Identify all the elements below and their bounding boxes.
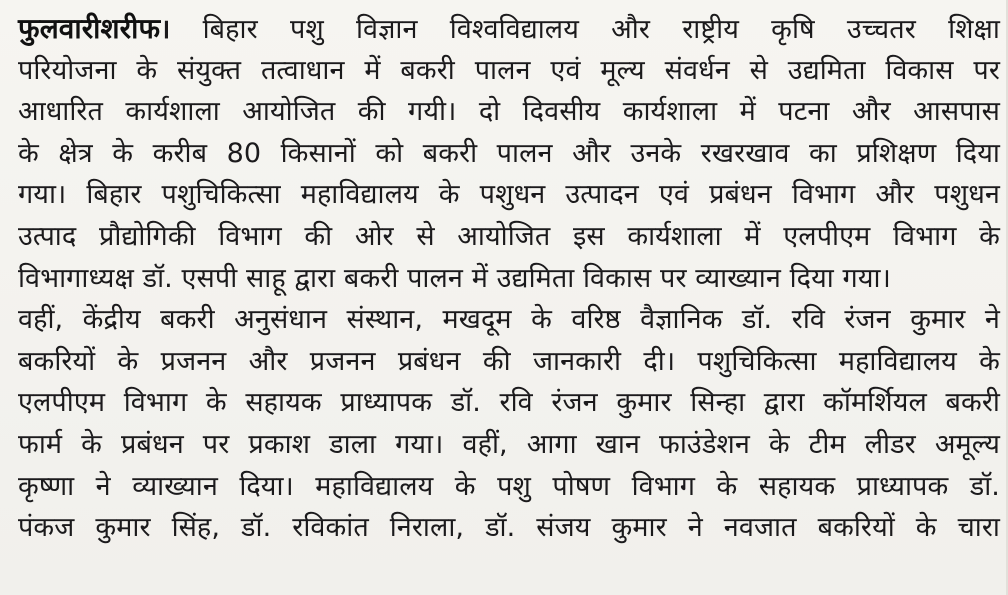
article-line: कृष्णा ने व्याख्यान दिया। महाविद्यालय के पशु पोषण विभाग के सहायक प्राध्यापक डॉ. <box>18 470 1000 502</box>
article-line <box>18 8 1000 50</box>
article-line: आधारित कार्यशाला आयोजित की गयी। दो दिवसीय कार्यशाला में पटना और आसपास <box>18 96 1000 128</box>
article-line-text: बिहार पशु विज्ञान विश्वविद्यालय और राष्ट्रीय कृषि उच्चतर शिक्षा <box>202 14 1000 45</box>
article-line: विभागाध्यक्ष डॉ. एसपी साहू द्वारा बकरी पालन में उद्यमिता विकास पर व्याख्यान दिया गया। <box>18 262 891 294</box>
article-line: उत्पाद प्रौद्योगिकी विभाग की ओर से आयोजित इस कार्यशाला में एलपीएम विभाग के <box>18 220 1000 252</box>
article-line: गया। बिहार पशुचिकित्सा महाविद्यालय के पशुधन उत्पादन एवं प्रबंधन विभाग और पशुधन <box>18 179 1000 211</box>
article-line: परियोजना के संयुक्त तत्वाधान में बकरी पालन एवं मूल्य संवर्धन से उद्यमिता विकास पर <box>18 54 1000 86</box>
dateline-separator: । <box>160 14 171 45</box>
article-line: फार्म के प्रबंधन पर प्रकाश डाला गया। वहीं, आगा खान फाउंडेशन के टीम लीडर अमूल्य <box>18 428 1000 460</box>
dateline: फुलवारीशरीफ <box>18 12 161 45</box>
article-line: पंकज कुमार सिंह, डॉ. रविकांत निराला, डॉ. संजय कुमार ने नवजात बकरियों के चारा <box>18 512 1000 544</box>
article-line: एलपीएम विभाग के सहायक प्राध्यापक डॉ. रवि रंजन कुमार सिन्हा द्वारा कॉमर्शियल बकरी <box>18 387 1000 419</box>
article-line: के क्षेत्र के करीब 80 किसानों को बकरी पालन और उनके रखरखाव का प्रशिक्षण दिया <box>18 137 1000 169</box>
article-line: बकरियों के प्रजनन और प्रजनन प्रबंधन की जानकारी दी। पशुचिकित्सा महाविद्यालय के <box>18 345 1000 377</box>
article-body <box>18 8 1000 549</box>
article-line: वहीं, केंद्रीय बकरी अनुसंधान संस्थान, मखदूम के वरिष्ठ वैज्ञानिक डॉ. रवि रंजन कुमार ने <box>18 304 1000 336</box>
